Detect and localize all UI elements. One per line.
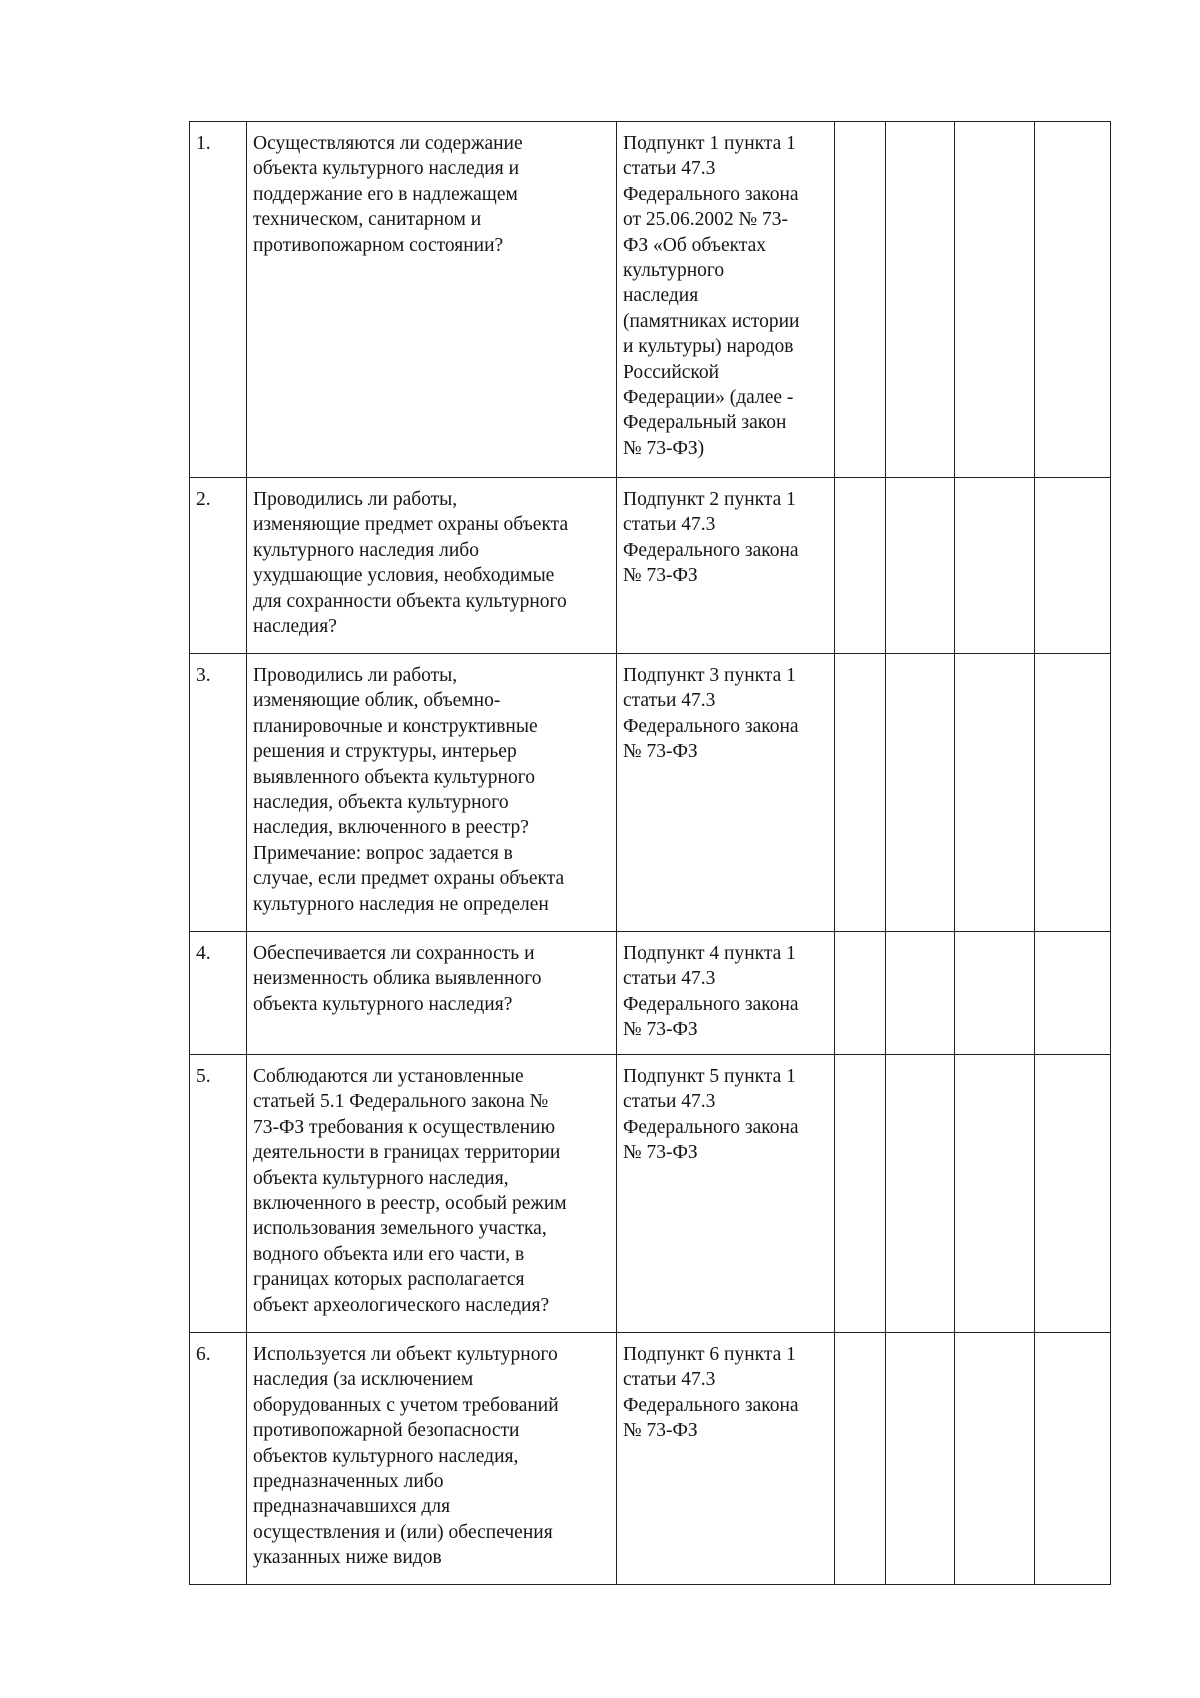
reference-line: ФЗ «Об объектах <box>623 234 766 256</box>
question-line: противопожарном состоянии? <box>253 234 504 256</box>
reference-line: статьи 47.3 <box>623 1369 716 1391</box>
question-line: наследия? <box>253 616 337 638</box>
empty-cell <box>835 932 886 1055</box>
reference-line: статьи 47.3 <box>623 1091 716 1113</box>
question-line: Проводились ли работы, <box>253 665 458 686</box>
table-row <box>190 654 1111 932</box>
reference-line: Подпункт 6 пункта 1 <box>623 1344 796 1365</box>
reference-line: статьи 47.3 <box>623 968 716 990</box>
question-line: использования земельного участка, <box>253 1218 547 1240</box>
question-line: случае, если предмет охраны объекта <box>253 868 565 890</box>
reference-line: Федерального закона <box>623 539 799 561</box>
reference-cell <box>617 654 835 932</box>
reference-line: Федерации» (далее - <box>623 387 794 409</box>
empty-cell <box>1035 932 1111 1055</box>
empty-cell <box>835 1055 886 1333</box>
question-line: Обеспечивается ли сохранность и <box>253 943 535 964</box>
table-row <box>190 1333 1111 1585</box>
question-line: изменяющие облик, объемно- <box>253 690 501 712</box>
empty-cell <box>955 932 1035 1055</box>
reference-line: № 73-ФЗ <box>623 1420 698 1442</box>
table-row <box>190 1055 1111 1333</box>
empty-cell <box>886 1055 955 1333</box>
reference-line: культурного <box>623 260 725 282</box>
empty-cell <box>886 1333 955 1585</box>
reference-line: статьи 47.3 <box>623 690 716 712</box>
reference-line: Федерального закона <box>623 715 799 737</box>
question-line: объекта культурного наследия? <box>253 993 513 1015</box>
empty-cell <box>1035 478 1111 654</box>
question-line: для сохранности объекта культурного <box>253 590 567 612</box>
reference-cell <box>617 1055 835 1333</box>
question-cell <box>247 122 617 478</box>
question-line: поддержание его в надлежащем <box>253 183 518 205</box>
question-line: ухудшающие условия, необходимые <box>253 565 555 587</box>
reference-line: Подпункт 2 пункта 1 <box>623 489 796 510</box>
reference-line: № 73-ФЗ <box>623 1142 698 1164</box>
checklist-table <box>189 121 1111 1585</box>
question-line: Соблюдаются ли установленные <box>253 1066 524 1087</box>
question-cell <box>247 478 617 654</box>
question-line: осуществления и (или) обеспечения <box>253 1521 553 1543</box>
reference-line: № 73-ФЗ) <box>623 437 705 459</box>
question-line: техническом, санитарном и <box>253 209 482 231</box>
reference-line: (памятниках истории <box>623 310 800 332</box>
question-line: предназначенных либо <box>253 1471 444 1493</box>
question-line: объекта культурного наследия и <box>253 158 520 180</box>
empty-cell <box>955 122 1035 478</box>
question-line: культурного наследия либо <box>253 539 479 561</box>
empty-cell <box>955 478 1035 654</box>
question-line: неизменность облика выявленного <box>253 968 542 990</box>
question-line: выявленного объекта культурного <box>253 766 535 788</box>
reference-line: и культуры) народов <box>623 336 794 358</box>
row-number: 5. <box>190 1055 247 1333</box>
question-line: статьей 5.1 Федерального закона № <box>253 1091 549 1113</box>
question-cell <box>247 932 617 1055</box>
reference-line: Федерального закона <box>623 993 799 1015</box>
reference-cell <box>617 122 835 478</box>
table-row <box>190 122 1111 478</box>
empty-cell <box>1035 122 1111 478</box>
empty-cell <box>835 1333 886 1585</box>
question-line: 73-ФЗ требования к осуществлению <box>253 1116 556 1138</box>
table-row <box>190 478 1111 654</box>
reference-line: Подпункт 4 пункта 1 <box>623 943 796 964</box>
empty-cell <box>955 1055 1035 1333</box>
question-line: указанных ниже видов <box>253 1547 442 1569</box>
question-cell <box>247 1055 617 1333</box>
empty-cell <box>955 1333 1035 1585</box>
question-line: планировочные и конструктивные <box>253 715 538 737</box>
question-line: решения и структуры, интерьер <box>253 741 517 763</box>
question-cell <box>247 654 617 932</box>
row-number: 4. <box>190 932 247 1055</box>
reference-line: Федерального закона <box>623 1394 799 1416</box>
empty-cell <box>886 932 955 1055</box>
question-line: границах которых располагается <box>253 1269 525 1291</box>
reference-line: № 73-ФЗ <box>623 565 698 587</box>
reference-line: Подпункт 5 пункта 1 <box>623 1066 796 1087</box>
empty-cell <box>1035 1055 1111 1333</box>
empty-cell <box>1035 654 1111 932</box>
reference-line: Подпункт 3 пункта 1 <box>623 665 796 686</box>
question-line: объект археологического наследия? <box>253 1294 550 1316</box>
empty-cell <box>886 122 955 478</box>
table-row <box>190 932 1111 1055</box>
question-line: предназначавшихся для <box>253 1496 451 1518</box>
empty-cell <box>835 122 886 478</box>
reference-line: Федерального закона <box>623 1116 799 1138</box>
empty-cell <box>835 654 886 932</box>
empty-cell <box>835 478 886 654</box>
question-line: противопожарной безопасности <box>253 1420 520 1442</box>
reference-line: Федеральный закон <box>623 412 787 434</box>
checklist-body <box>190 122 1111 1585</box>
question-line: культурного наследия не определен <box>253 893 549 915</box>
reference-cell <box>617 1333 835 1585</box>
reference-line: наследия <box>623 285 699 307</box>
question-line: деятельности в границах территории <box>253 1142 561 1164</box>
question-line: водного объекта или его части, в <box>253 1243 525 1265</box>
reference-cell <box>617 932 835 1055</box>
empty-cell <box>886 654 955 932</box>
reference-line: № 73-ФЗ <box>623 1019 698 1041</box>
question-line: объектов культурного наследия, <box>253 1445 519 1467</box>
empty-cell <box>886 478 955 654</box>
question-line: изменяющие предмет охраны объекта <box>253 514 569 536</box>
question-line: наследия, объекта культурного <box>253 792 509 814</box>
reference-cell <box>617 478 835 654</box>
question-line: наследия (за исключением <box>253 1369 474 1391</box>
question-line: объекта культурного наследия, <box>253 1167 509 1189</box>
question-line: Осуществляются ли содержание <box>253 133 523 154</box>
question-line: оборудованных с учетом требований <box>253 1394 559 1416</box>
reference-line: № 73-ФЗ <box>623 741 698 763</box>
reference-line: статьи 47.3 <box>623 514 716 536</box>
question-cell <box>247 1333 617 1585</box>
reference-line: статьи 47.3 <box>623 158 716 180</box>
question-line: включенного в реестр, особый режим <box>253 1193 567 1215</box>
question-line: Используется ли объект культурного <box>253 1344 558 1365</box>
row-number: 1. <box>190 122 247 478</box>
question-line: Примечание: вопрос задается в <box>253 842 513 864</box>
reference-line: Подпункт 1 пункта 1 <box>623 133 796 154</box>
reference-line: Российской <box>623 361 720 383</box>
question-line: наследия, включенного в реестр? <box>253 817 529 839</box>
question-line: Проводились ли работы, <box>253 489 458 510</box>
reference-line: от 25.06.2002 № 73- <box>623 209 788 231</box>
row-number: 6. <box>190 1333 247 1585</box>
empty-cell <box>955 654 1035 932</box>
reference-line: Федерального закона <box>623 183 799 205</box>
empty-cell <box>1035 1333 1111 1585</box>
row-number: 2. <box>190 478 247 654</box>
row-number: 3. <box>190 654 247 932</box>
